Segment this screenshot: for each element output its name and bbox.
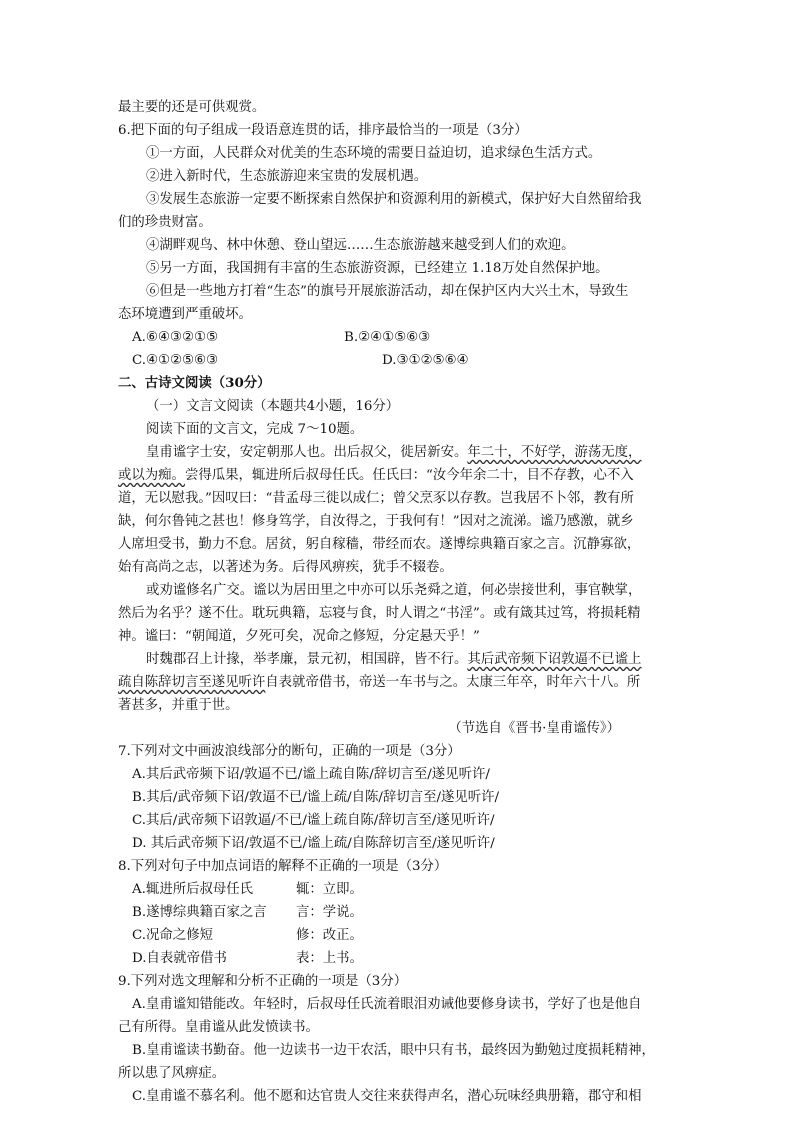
question-7-stem: 7.下列对文中画波浪线部分的断句，正确的一项是（3分） <box>118 744 461 759</box>
sentence-1: ①一方面，人民群众对优美的生态环境的需要日益迫切，追求绿色生活方式。 <box>146 146 602 161</box>
section-heading: 二、古诗文阅读（30分） <box>118 375 271 391</box>
document-page <box>118 96 680 1108</box>
q9-option-c: C.皇甫谧不慕名利。他不愿和达官贵人交往来获得声名，潜心玩味经典册籍，郡守和相 <box>132 1089 642 1104</box>
sentence-5: ⑤另一方面，我国拥有丰富的生态旅游资源，已经建立 1.18万处自然保护地。 <box>146 261 609 276</box>
q6-option-d: D.③①②⑤⑥④ <box>382 353 469 368</box>
passage-line: 著甚多，并重于世。 <box>118 698 239 713</box>
passage-line: 始有高尚之志，以著述为务。后得风痹疾，犹手不辍卷。 <box>118 560 453 575</box>
sentence-2: ②进入新时代，生态旅游迎来宝贵的发展机遇。 <box>146 169 428 184</box>
q6-options-row-1 <box>118 326 680 349</box>
question-6-stem: 6.把下面的句子组成一段语意连贯的话，排序最恰当的一项是（3分） <box>118 123 528 138</box>
passage-line: 皇甫谧字士安，安定朝那人也。出后叔父，徙居新安。年二十，不好学，游荡无度， <box>146 445 642 460</box>
q9-option-b-cont: 所以患了风痹症。 <box>118 1066 226 1081</box>
question-9-stem: 9.下列对选文理解和分析不正确的一项是（3分） <box>118 974 408 989</box>
passage-line: 然后为名乎？遂不仕。耽玩典籍，忘寝与食，时人谓之“书淫”。或有箴其过笃，将损耗精 <box>118 606 641 621</box>
text-line: 最主要的还是可供观赏。 <box>118 100 266 115</box>
sentence-6-cont: 态环境遭到严重破坏。 <box>118 307 252 322</box>
passage-line: 疏自陈辞切言至遂见听许自表就帝借书，帝送一车书与之。太康三年卒，时年六十八。所 <box>118 675 641 690</box>
q8-option-c: C.况命之修短 修：改正。 <box>132 928 363 943</box>
passage-source: （节选自《晋书·皇甫谧传》） <box>448 721 620 736</box>
q9-option-b: B.皇甫谧读书勤奋。他一边读书一边干农活，眼中只有书，最终因为勤勉过度损耗精神， <box>132 1043 655 1058</box>
sentence-3-cont: 们的珍贵财富。 <box>118 215 212 230</box>
q7-option-a: A.其后武帝频下诏/敦逼不已/谧上疏自陈/辞切言至/遂见听许/ <box>132 767 490 782</box>
passage-line: 时魏郡召上计掾，举孝廉，景元初，相国辟，皆不行。其后武帝频下诏敦逼不已谧上 <box>146 652 642 667</box>
question-8-stem: 8.下列对句子中加点词语的解释不正确的一项是（3分） <box>118 859 448 874</box>
q7-option-b: B.其后/武帝频下诏/敦逼不已/谧上疏/自陈/辞切言至/遂见听许/ <box>132 790 500 805</box>
q8-option-a: A.辄进所后叔母任氏 辄：立即。 <box>132 882 363 897</box>
wavy-underline: 年二十，不好学，游荡无度， <box>467 445 642 460</box>
q8-option-b: B.遂博综典籍百家之言 言：学说。 <box>132 905 363 920</box>
wavy-underline: 疏自陈辞切言至遂见听许 <box>118 675 266 690</box>
passage-line: 神。谧曰：“朝闻道，夕死可矣，况命之修短，分定悬天乎！” <box>118 629 480 644</box>
sentence-6: ⑥但是一些地方打着“生态”的旗号开展旅游活动，却在保护区内大兴土木，导致生 <box>146 284 629 299</box>
sentence-3: ③发展生态旅游一定要不断探索自然保护和资源利用的新模式，保护好大自然留给我 <box>146 192 642 207</box>
passage-line: 或以为痴。尝得瓜果，辄进所后叔母任氏。任氏曰：“汝今年余二十，目不存教，心不入 <box>118 468 634 483</box>
q7-option-d: D. 其后武帝频下诏/敦逼不已/谧上疏/自陈辞切言至/遂见听许/ <box>132 836 495 851</box>
sentence-4: ④湖畔观鸟、林中休憩、登山望远……生态旅游越来越受到人们的欢迎。 <box>146 238 575 253</box>
subsection-heading: （一）文言文阅读（本题共4小题，16分） <box>146 399 400 414</box>
q6-option-a: A.⑥④③②①⑤ <box>132 330 218 345</box>
q7-option-c: C.其后/武帝频下诏敦逼/不已/谧上疏自陈/辞切言至/遂见听许/ <box>132 813 495 828</box>
passage-line: 缺，何尔鲁钝之甚也！修身笃学，自汝得之，于我何有！”因对之流涕。谧乃感激，就乡 <box>118 514 634 529</box>
passage-line: 或劝谧修名广交。谧以为居田里之中亦可以乐尧舜之道，何必崇接世利，事官鞅掌， <box>146 583 642 598</box>
q9-option-a: A.皇甫谧知错能改。年轻时，后叔母任氏流着眼泪劝诫他要修身读书，学好了也是他自 <box>132 997 642 1012</box>
q6-option-c: C.④①②⑤⑥③ <box>132 353 219 368</box>
wavy-underline: 其后武帝频下诏敦逼不已谧上 <box>467 652 642 667</box>
q6-option-b: B.②④①⑤⑥③ <box>344 330 431 345</box>
q9-option-a-cont: 己有所得。皇甫谧从此发愤读书。 <box>118 1020 319 1035</box>
reading-instruction: 阅读下面的文言文，完成 7～10题。 <box>146 422 364 437</box>
wavy-underline: 或以为痴。 <box>118 468 185 483</box>
passage-line: 道，无以慰我。”因叹曰：“昔孟母三徙以成仁；曾父烹豕以存教。岂我居不卜邻，教有所 <box>118 491 634 506</box>
q6-options-row-2 <box>118 349 680 372</box>
passage-line: 人席坦受书，勤力不怠。居贫，躬自稼穑，带经而农。遂博综典籍百家之言。沉静寡欲， <box>118 537 641 552</box>
q8-option-d: D.自表就帝借书 表：上书。 <box>132 951 363 966</box>
